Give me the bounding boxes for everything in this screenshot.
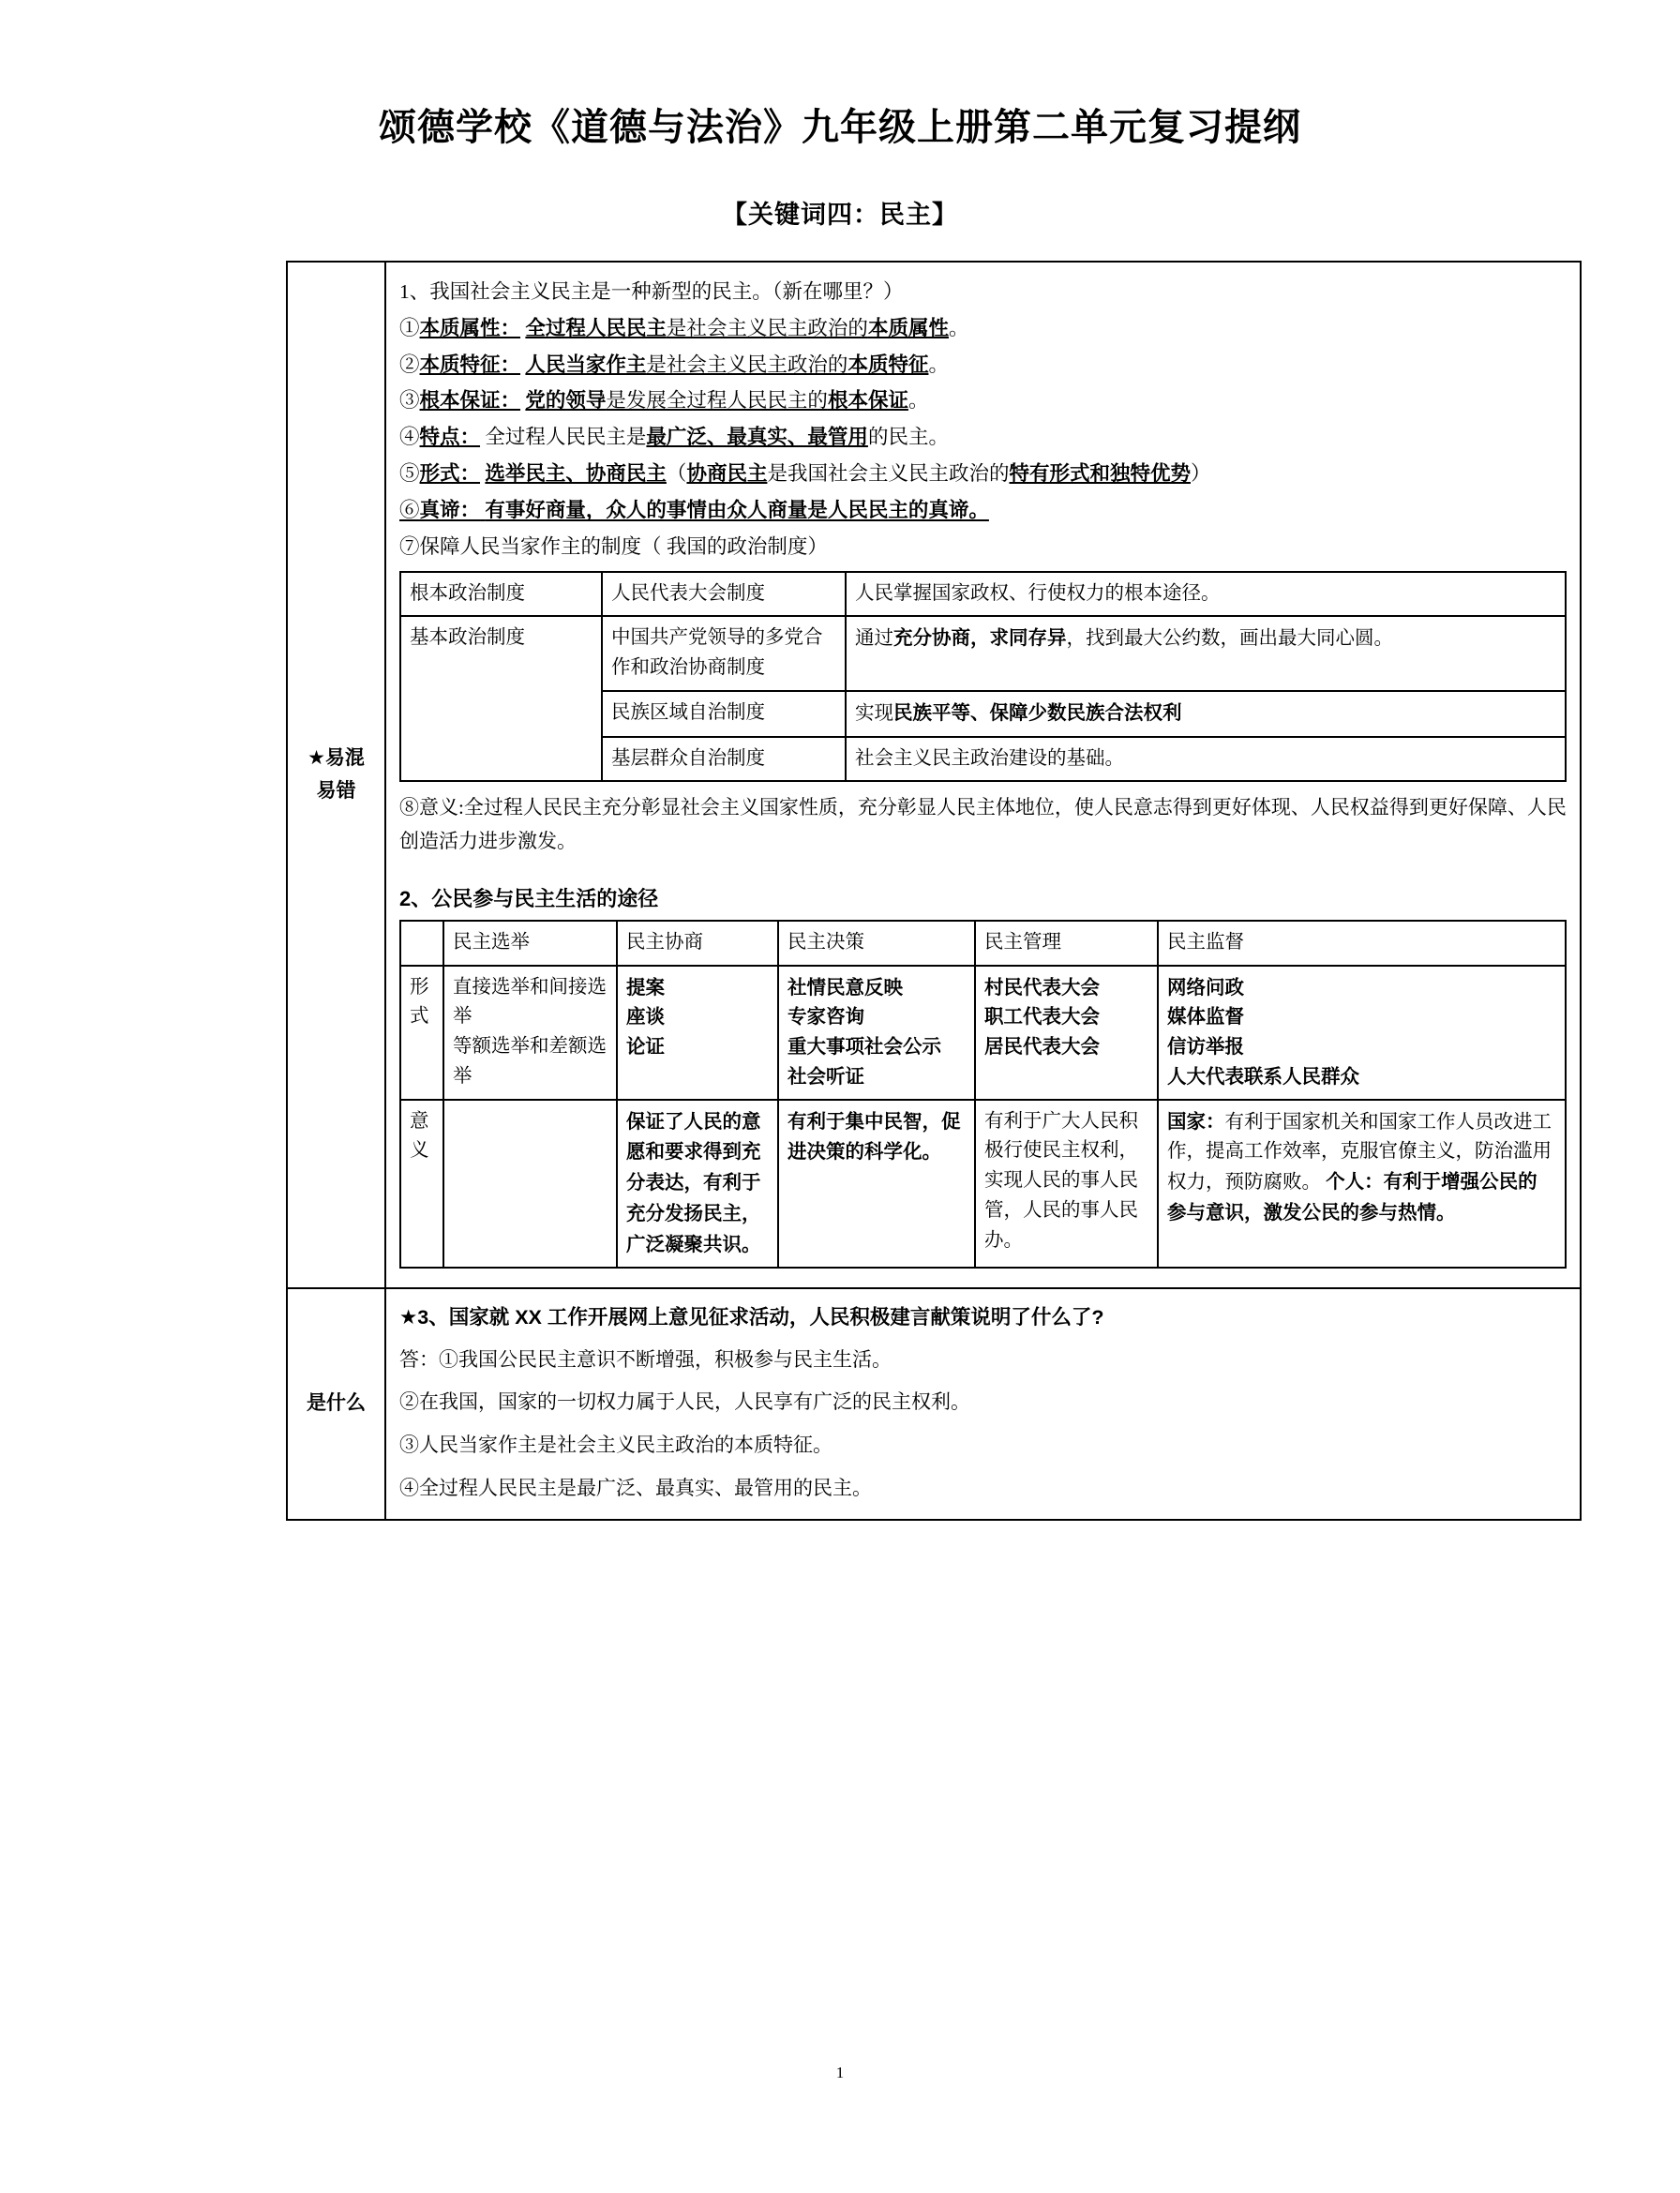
- list-item: 提案: [626, 976, 665, 999]
- inst-r4-c3: 社会主义民主政治建设的基础。: [846, 737, 1566, 782]
- list-item: 直接选举和间接选举: [453, 976, 607, 1028]
- band-label-line2: 易错: [316, 779, 356, 802]
- list-item: 职工代表大会: [984, 1006, 1100, 1029]
- part-meaning-supervision: [1158, 1100, 1566, 1269]
- list-item: 重大事项社会公示: [788, 1036, 941, 1059]
- part-row-label-form: [400, 966, 443, 1100]
- item6-key: 真谛：: [419, 498, 481, 521]
- part-header-management: 民主管理: [975, 921, 1158, 966]
- list-item: 人大代表联系人民群众: [1167, 1065, 1359, 1088]
- item6-emphasis-1: 有事好商量，众人的事情由众人商量是人民民主的真谛。: [485, 498, 989, 521]
- item1-middle: 是社会主义民主政治的: [666, 316, 868, 339]
- item8-number: ⑧: [399, 796, 419, 819]
- inst-r2-c3-pre: 通过: [855, 628, 893, 650]
- item7-number: ⑦: [399, 534, 420, 558]
- inst-r2-c3-post: ，找到最大公约数，画出最大同心圆。: [1066, 628, 1393, 650]
- inst-r3-c2: 民族区域自治制度: [602, 691, 846, 737]
- item1-emphasis-2: 本质属性: [867, 316, 949, 339]
- item4-emphasis-2: 最广泛、最真实、最管用: [646, 426, 868, 449]
- band-label-what-is-it: [288, 1289, 386, 1519]
- participation-table: [399, 920, 1567, 1269]
- table-row: [400, 572, 1566, 617]
- inst-r2-c1: 基本政治制度: [400, 616, 602, 781]
- part-meaning-election: [443, 1100, 617, 1269]
- page-subtitle: 【关键词四：民主】: [722, 201, 958, 229]
- item8-text: 全过程人民民主充分彰显社会主义国家性质，充分彰显人民主体地位，使人民意志得到更好体现、人民权益得到更好保障、人民创造活力进步激发。: [399, 796, 1567, 853]
- inst-r1-c1: 根本政治制度: [400, 572, 602, 617]
- list-item: 村民代表大会: [984, 976, 1100, 999]
- part-meaning-decision: [778, 1100, 975, 1269]
- list-item: 信访举报: [1167, 1036, 1244, 1059]
- inst-r1-c2: 人民代表大会制度: [602, 572, 846, 617]
- section3-answer-1: 答：①我国公民民主意识不断增强，积极参与民主生活。: [399, 1347, 892, 1371]
- list-item: 社会听证: [788, 1065, 864, 1088]
- part-form-election: [443, 966, 617, 1100]
- item6-number: ⑥: [399, 498, 420, 521]
- part-form-consultation: [617, 966, 778, 1100]
- supervision-state-text: 有利于国家机关和国家工作人员改进工作，提高工作效率，克服官僚主义，防治滥用权力，预防腐败。: [1167, 1111, 1552, 1194]
- table-header-row: [400, 921, 1566, 966]
- supervision-state-key: 国家：: [1167, 1110, 1225, 1133]
- item5-emphasis-2: 协商民主: [686, 462, 768, 486]
- item5-emphasis-1: 选举民主、协商民主: [485, 462, 667, 486]
- cell-lines: [626, 973, 769, 1062]
- section1-item-6: [399, 494, 1567, 527]
- part-row-label-meaning-char1: 意义: [410, 1110, 429, 1162]
- meaning-text: 有利于集中民智，促进决策的科学化。: [788, 1110, 961, 1164]
- list-item: 网络问政: [1167, 976, 1244, 999]
- section3-heading: ★3、国家就 XX 工作开展网上意见征求活动，人民积极建言献策说明了什么了?: [399, 1306, 1104, 1329]
- item5-key: 形式：: [419, 462, 481, 486]
- part-header-decision: 民主决策: [778, 921, 975, 966]
- item3-middle: 是发展全过程人民民主的: [606, 389, 828, 413]
- part-form-supervision: [1158, 966, 1566, 1100]
- item4-number: ④: [399, 426, 420, 449]
- part-meaning-consultation: [617, 1100, 778, 1269]
- band-body-what-is-it: [386, 1289, 1580, 1519]
- section1-item-2: [399, 349, 1567, 382]
- outline-frame: [286, 261, 1582, 1521]
- item4-middle: 全过程人民民主是: [485, 426, 647, 449]
- item8-key: 意义:: [419, 796, 464, 819]
- item3-emphasis-1: 党的领导: [525, 389, 607, 413]
- part-row-label-meaning: [400, 1100, 443, 1269]
- list-item: 社情民意反映: [788, 976, 903, 999]
- section1-item-3: [399, 384, 1567, 417]
- band-what-is-it: [288, 1289, 1580, 1521]
- list-item: 专家咨询: [788, 1006, 864, 1029]
- supervision-person-key: 个人：: [1326, 1171, 1384, 1194]
- section2-heading: 2、公民参与民主生活的途径: [399, 886, 659, 910]
- item7-text: 保障人民当家作主的制度（ 我国的政治制度）: [419, 534, 828, 558]
- section3-answer-4: ④全过程人民民主是最广泛、最真实、最管用的民主。: [399, 1476, 872, 1499]
- band-confusable: [288, 263, 1580, 1289]
- table-row: [400, 616, 1566, 691]
- part-form-management: [975, 966, 1158, 1100]
- inst-r2-c3-emphasis: 充分协商，求同存异: [893, 627, 1067, 650]
- cell-lines: [788, 973, 966, 1092]
- part-form-decision: [778, 966, 975, 1100]
- item3-tail: 。: [908, 389, 929, 413]
- item1-number: ①: [399, 316, 420, 339]
- page-title: 颂德学校《道德与法治》九年级上册第二单元复习提纲: [379, 107, 1301, 148]
- cell-lines: [1167, 973, 1556, 1092]
- inst-r1-c3: 人民掌握国家政权、行使权力的根本途径。: [846, 572, 1566, 617]
- item4-key: 特点：: [419, 426, 481, 449]
- item2-middle: 是社会主义民主政治的: [646, 353, 848, 376]
- cell-lines: [984, 973, 1148, 1062]
- part-header-supervision: 民主监督: [1158, 921, 1566, 966]
- item3-emphasis-2: 根本保证: [827, 389, 908, 413]
- list-item: 媒体监督: [1167, 1006, 1244, 1029]
- cell-lines: [453, 973, 608, 1092]
- item4-tail: 的民主。: [867, 426, 949, 449]
- band-label-text: 是什么: [307, 1392, 366, 1415]
- band-label-line1: ★易混: [308, 747, 365, 770]
- list-item: 居民代表大会: [984, 1036, 1100, 1059]
- list-item: 等额选举和差额选举: [453, 1036, 607, 1087]
- item5-paren-open: （: [666, 462, 687, 486]
- inst-r2-c2: 中国共产党领导的多党合作和政治协商制度: [602, 616, 846, 691]
- part-header-consultation: 民主协商: [617, 921, 778, 966]
- item1-emphasis-1: 全过程人民民主: [525, 316, 667, 339]
- item5-emphasis-3: 特有形式和独特优势: [1009, 462, 1191, 486]
- section3-answer-3: ③人民当家作主是社会主义民主政治的本质特征。: [399, 1433, 832, 1456]
- inst-r3-c3-emphasis: 民族平等、保障少数民族合法权利: [893, 701, 1182, 724]
- item1-tail: 。: [948, 316, 969, 339]
- item5-number: ⑤: [399, 462, 420, 486]
- item2-number: ②: [399, 353, 420, 376]
- table-row: [400, 1100, 1566, 1269]
- supervision-person-text: 有利于增强公民的参与意识，激发公民的参与热情。: [1167, 1171, 1538, 1224]
- part-header-election: 民主选举: [443, 921, 617, 966]
- part-meaning-management: 有利于广大人民积极行使民主权利，实现人民的事人民管，人民的事人民办。: [975, 1100, 1158, 1269]
- page-number: 1: [835, 2064, 845, 2081]
- item3-number: ③: [399, 389, 420, 413]
- table-row: [400, 966, 1566, 1100]
- institutions-table: [399, 571, 1567, 783]
- item1-key: 本质属性：: [419, 316, 521, 339]
- section1-item-7: [399, 531, 1567, 563]
- band-body-confusable: [386, 263, 1580, 1287]
- inst-r3-c3-pre: 实现: [855, 702, 893, 724]
- band-label-confusable: [288, 263, 386, 1287]
- section1-item-4: [399, 421, 1567, 454]
- item2-key: 本质特征：: [419, 353, 521, 376]
- item3-key: 根本保证：: [419, 389, 521, 413]
- section1-item-5: [399, 458, 1567, 490]
- item2-emphasis-2: 本质特征: [848, 353, 929, 376]
- section3-answer-2: ②在我国，国家的一切权力属于人民，人民享有广泛的民主权利。: [399, 1390, 970, 1414]
- item2-emphasis-1: 人民当家作主: [525, 353, 647, 376]
- meaning-text: 保证了人民的意愿和要求得到充分表达，有利于充分发扬民主，广泛凝聚共识。: [626, 1110, 761, 1255]
- list-item: 论证: [626, 1036, 665, 1059]
- list-item: 座谈: [626, 1006, 665, 1029]
- inst-r3-c3: [846, 691, 1566, 737]
- inst-r2-c3: [846, 616, 1566, 691]
- inst-r4-c2: 基层群众自治制度: [602, 737, 846, 782]
- item5-middle: 是我国社会主义民主政治的: [767, 462, 1010, 486]
- item2-tail: 。: [928, 353, 949, 376]
- section1-heading: 1、我国社会主义民主是一种新型的民主。（新在哪里？）: [399, 280, 904, 303]
- part-header-blank: [400, 921, 443, 966]
- section1-item-1: [399, 312, 1567, 345]
- section1-item-8: [399, 791, 1567, 858]
- part-row-label-form-char1: 形式: [410, 976, 429, 1028]
- item5-paren-close: ）: [1190, 462, 1211, 486]
